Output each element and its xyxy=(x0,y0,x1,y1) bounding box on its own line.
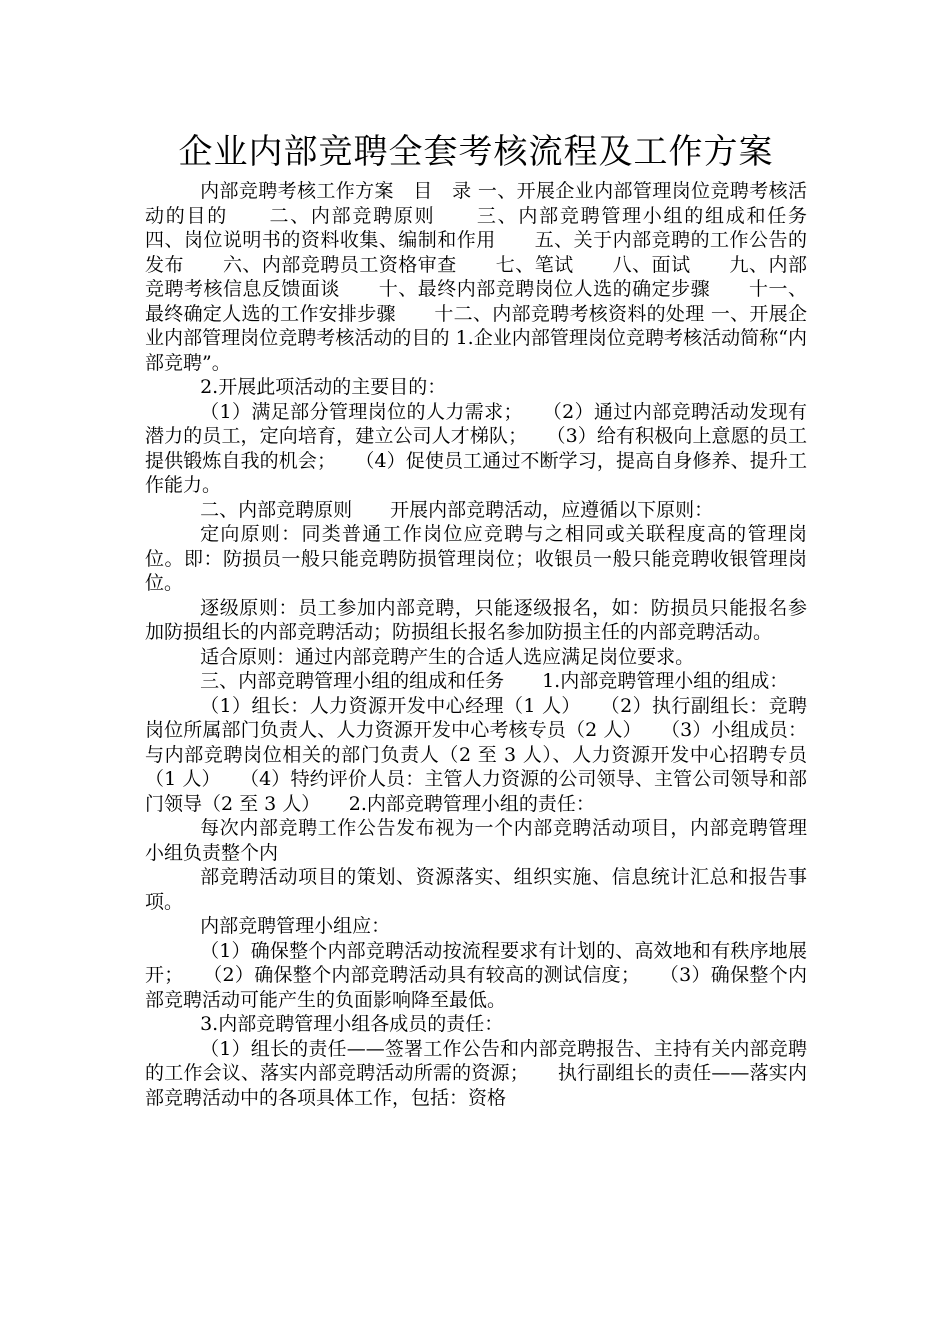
paragraph-toc: 内部竞聘考核工作方案 目 录 一、开展企业内部管理岗位竞聘考核活动的目的 二、内部竞聘原则 三、内部竞聘管理小组的组成和任务 四、岗位说明书的资料收集、编制和作用 五、关于内部竞聘的工作公告的发布 六、内部竞聘员工资格审查 七、笔试 八、面试 九、内部竞聘考核信息反馈面谈 十、最终内部竞聘岗位人选的确定步骤 十一、最终确定人选的工作安排步骤 十二、内部竞聘考核资料的处理 一、开展企业内部管理岗位竞聘考核活动的目的 1.企业内部管理岗位竞聘考核活动简称“内部竞聘”。 xyxy=(145,180,846,374)
paragraph-group-should: 内部竞聘管理小组应： xyxy=(200,915,391,937)
paragraph-purpose-list: （1）满足部分管理岗位的人力需求； （2）通过内部竞聘活动发现有潜力的员工，定向培育，建立公司人才梯队； （3）给有积极向上意愿的员工提供锻炼自我的机会； （4）促使员工通过不断学习，提高自身修养、提升工作能力。 xyxy=(145,400,807,496)
paragraph-purpose-heading: 2.开展此项活动的主要目的： xyxy=(200,376,447,398)
paragraph-group-heading: 三、内部竞聘管理小组的组成和任务 1.内部竞聘管理小组的组成： xyxy=(200,670,789,692)
paragraph-group-duty-2: 部竞聘活动项目的策划、资源落实、组织实施、信息统计汇总和报告事项。 xyxy=(145,866,807,913)
document-page xyxy=(145,125,846,1110)
paragraph-member-duties-heading: 3.内部竞聘管理小组各成员的责任： xyxy=(200,1013,504,1035)
paragraph-principles-heading: 二、内部竞聘原则 开展内部竞聘活动，应遵循以下原则： xyxy=(200,498,714,521)
paragraph-principle-directional: 定向原则：同类普通工作岗位应竞聘与之相同或关联程度高的管理岗位。即：防损员一般只能竞聘防损管理岗位；收银员一般只能竞聘收银管理岗位。 xyxy=(145,523,807,594)
paragraph-principle-stepwise: 逐级原则：员工参加内部竞聘，只能逐级报名，如：防损员只能报名参加防损组长的内部竞聘活动；防损组长报名参加防损主任的内部竞聘活动。 xyxy=(145,596,807,643)
document-title: 企业内部竞聘全套考核流程及工作方案 xyxy=(178,132,774,172)
paragraph-member-duties: （1）组长的责任——签署工作公告和内部竞聘报告、主持有关内部竞聘的工作会议、落实内部竞聘活动所需的资源； 执行副组长的责任——落实内部竞聘活动中的各项具体工作，包括：资格 xyxy=(145,1037,807,1109)
paragraph-principle-suitable: 适合原则：通过内部竞聘产生的合适人选应满足岗位要求。 xyxy=(200,645,695,668)
paragraph-group-should-list: （1）确保整个内部竞聘活动按流程要求有计划的、高效地和有秩序地展开； （2）确保整个内部竞聘活动具有较高的测试信度； （3）确保整个内部竞聘活动可能产生的负面影响降至最低。 xyxy=(145,939,807,1011)
paragraph-group-members: （1）组长：人力资源开发中心经理（1 人） （2）执行副组长：竞聘岗位所属部门负责人、人力资源开发中心考核专员（2 人） （3）小组成员：与内部竞聘岗位相关的部门负责人（2 至 3 人）、人力资源开发中心招聘专员（1 人） （4）特约评价人员：主管人力资源的公司领导、主管公司领导和部门领导（2 至 3 人） 2.内部竞聘管理小组的责任： xyxy=(145,694,807,815)
paragraph-group-duty-1: 每次内部竞聘工作公告发布视为一个内部竞聘活动项目，内部竞聘管理小组负责整个内 xyxy=(145,817,807,864)
